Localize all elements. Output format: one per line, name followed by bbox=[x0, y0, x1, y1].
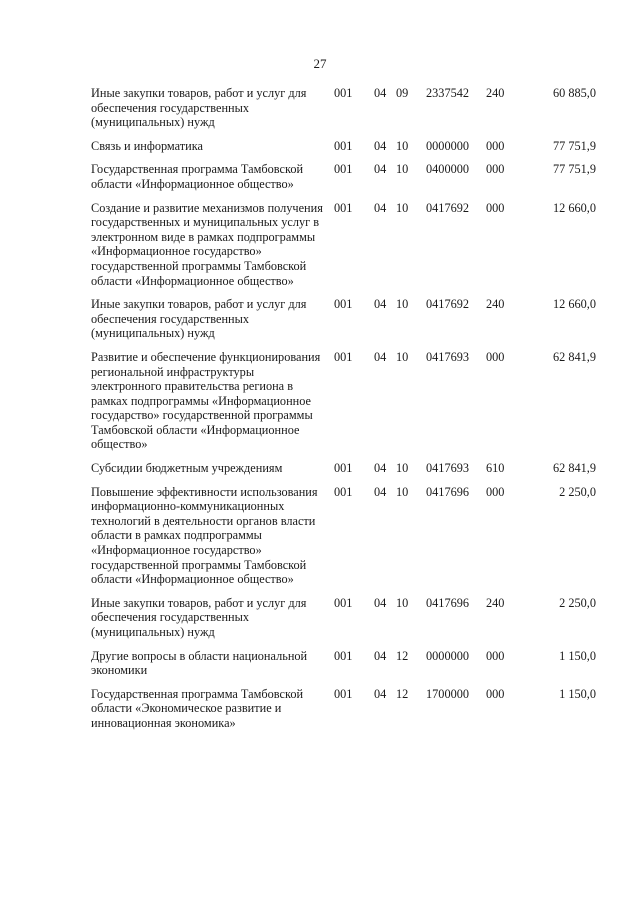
row-ministry-code: 001 bbox=[334, 297, 353, 312]
row-section-code: 04 bbox=[374, 686, 387, 701]
table-row bbox=[91, 297, 606, 350]
row-subsection-code: 10 bbox=[396, 162, 409, 177]
row-name: Государственная программа Тамбовской области «Информационное общество» bbox=[91, 162, 304, 191]
row-name: Другие вопросы в области национальной экономики bbox=[91, 648, 308, 678]
row-subsection-code: 12 bbox=[396, 686, 409, 701]
row-target-code: 0417692 bbox=[426, 297, 470, 312]
row-type-code: 610 bbox=[486, 461, 505, 476]
table-row bbox=[91, 139, 606, 163]
row-section-code: 04 bbox=[374, 86, 387, 100]
row-ministry-code: 001 bbox=[334, 138, 353, 153]
row-amount: 12 660,0 bbox=[552, 297, 596, 312]
row-target-code: 0000000 bbox=[426, 138, 470, 153]
row-ministry-code: 001 bbox=[334, 484, 353, 499]
row-section-code: 04 bbox=[374, 297, 387, 312]
row-section-code: 04 bbox=[374, 595, 387, 610]
row-subsection-code: 10 bbox=[396, 200, 409, 215]
budget-table bbox=[91, 86, 606, 740]
row-amount: 1 150,0 bbox=[559, 648, 596, 663]
row-name: Связь и информатика bbox=[91, 138, 203, 153]
row-subsection-code: 09 bbox=[396, 86, 409, 100]
row-ministry-code: 001 bbox=[334, 648, 353, 663]
row-section-code: 04 bbox=[374, 461, 387, 476]
table-row bbox=[91, 350, 606, 461]
row-amount: 12 660,0 bbox=[552, 200, 596, 215]
row-target-code: 0400000 bbox=[426, 162, 470, 177]
row-subsection-code: 10 bbox=[396, 349, 409, 364]
row-type-code: 000 bbox=[486, 686, 505, 701]
row-ministry-code: 001 bbox=[334, 686, 353, 701]
row-type-code: 000 bbox=[486, 162, 505, 177]
row-section-code: 04 bbox=[374, 162, 387, 177]
table-row bbox=[91, 687, 606, 740]
row-target-code: 1700000 bbox=[426, 686, 470, 701]
row-subsection-code: 12 bbox=[396, 648, 409, 663]
row-amount: 77 751,9 bbox=[552, 138, 596, 153]
row-type-code: 240 bbox=[486, 86, 505, 100]
row-type-code: 000 bbox=[486, 349, 505, 364]
row-type-code: 000 bbox=[486, 484, 505, 499]
row-type-code: 000 bbox=[486, 648, 505, 663]
row-amount: 1 150,0 bbox=[559, 686, 596, 701]
row-amount: 62 841,9 bbox=[552, 461, 596, 476]
row-section-code: 04 bbox=[374, 648, 387, 663]
row-ministry-code: 001 bbox=[334, 461, 353, 476]
page-number: 27 bbox=[313, 56, 327, 71]
row-target-code: 0417692 bbox=[426, 200, 470, 215]
row-subsection-code: 10 bbox=[396, 461, 409, 476]
table-row bbox=[91, 86, 606, 139]
row-section-code: 04 bbox=[374, 349, 387, 364]
table-row bbox=[91, 649, 606, 687]
row-subsection-code: 10 bbox=[396, 138, 409, 153]
row-subsection-code: 10 bbox=[396, 595, 409, 610]
row-target-code: 0000000 bbox=[426, 648, 470, 663]
row-target-code: 0417693 bbox=[426, 349, 470, 364]
row-amount: 2 250,0 bbox=[559, 484, 596, 499]
row-ministry-code: 001 bbox=[334, 200, 353, 215]
row-name: Государственная программа Тамбовской области «Экономическое развитие и инновационная экономика» bbox=[91, 686, 304, 730]
table-row bbox=[91, 485, 606, 596]
row-name: Субсидии бюджетным учреждениям bbox=[91, 461, 283, 476]
table-row bbox=[91, 461, 606, 485]
row-subsection-code: 10 bbox=[396, 484, 409, 499]
row-name: Иные закупки товаров, работ и услуг для обеспечения государственных (муниципальных) нужд bbox=[91, 297, 307, 341]
row-target-code: 0417696 bbox=[426, 595, 470, 610]
row-ministry-code: 001 bbox=[334, 162, 353, 177]
row-amount: 62 841,9 bbox=[552, 349, 596, 364]
row-amount: 77 751,9 bbox=[552, 162, 596, 177]
row-amount: 60 885,0 bbox=[552, 86, 596, 100]
row-name: Развитие и обеспечение функционирования региональной инфраструктуры электронного правительства региона в рамках подпрограммы «Информационное государство» государственной программы Тамбовской области «Информационное общество» bbox=[91, 349, 321, 452]
row-ministry-code: 001 bbox=[334, 595, 353, 610]
row-name: Иные закупки товаров, работ и услуг для обеспечения государственных (муниципальных) нужд bbox=[91, 595, 307, 639]
row-section-code: 04 bbox=[374, 484, 387, 499]
table-row bbox=[91, 596, 606, 649]
row-ministry-code: 001 bbox=[334, 349, 353, 364]
row-amount: 2 250,0 bbox=[559, 595, 596, 610]
row-name: Создание и развитие механизмов получения государственных и муниципальных услуг в электронном виде в рамках подпрограммы «Информационное государство» государственной программы Тамбовской области «Информационное общество» bbox=[91, 200, 323, 288]
row-target-code: 0417693 bbox=[426, 461, 470, 476]
row-type-code: 000 bbox=[486, 138, 505, 153]
row-name: Повышение эффективности использования информационно-коммуникационных технологий в деятельности органов власти области в рамках подпрограммы «Информационное государство» государственной программы Тамбовской области «Информационное общество» bbox=[91, 484, 318, 587]
budget-table-body bbox=[91, 86, 606, 740]
row-section-code: 04 bbox=[374, 138, 387, 153]
table-row bbox=[91, 201, 606, 298]
row-target-code: 2337542 bbox=[426, 86, 470, 100]
row-name: Иные закупки товаров, работ и услуг для обеспечения государственных (муниципальных) нужд bbox=[91, 86, 307, 130]
row-target-code: 0417696 bbox=[426, 484, 470, 499]
row-type-code: 000 bbox=[486, 200, 505, 215]
row-type-code: 240 bbox=[486, 297, 505, 312]
row-type-code: 240 bbox=[486, 595, 505, 610]
row-ministry-code: 001 bbox=[334, 86, 353, 100]
row-subsection-code: 10 bbox=[396, 297, 409, 312]
table-row bbox=[91, 162, 606, 200]
row-section-code: 04 bbox=[374, 200, 387, 215]
